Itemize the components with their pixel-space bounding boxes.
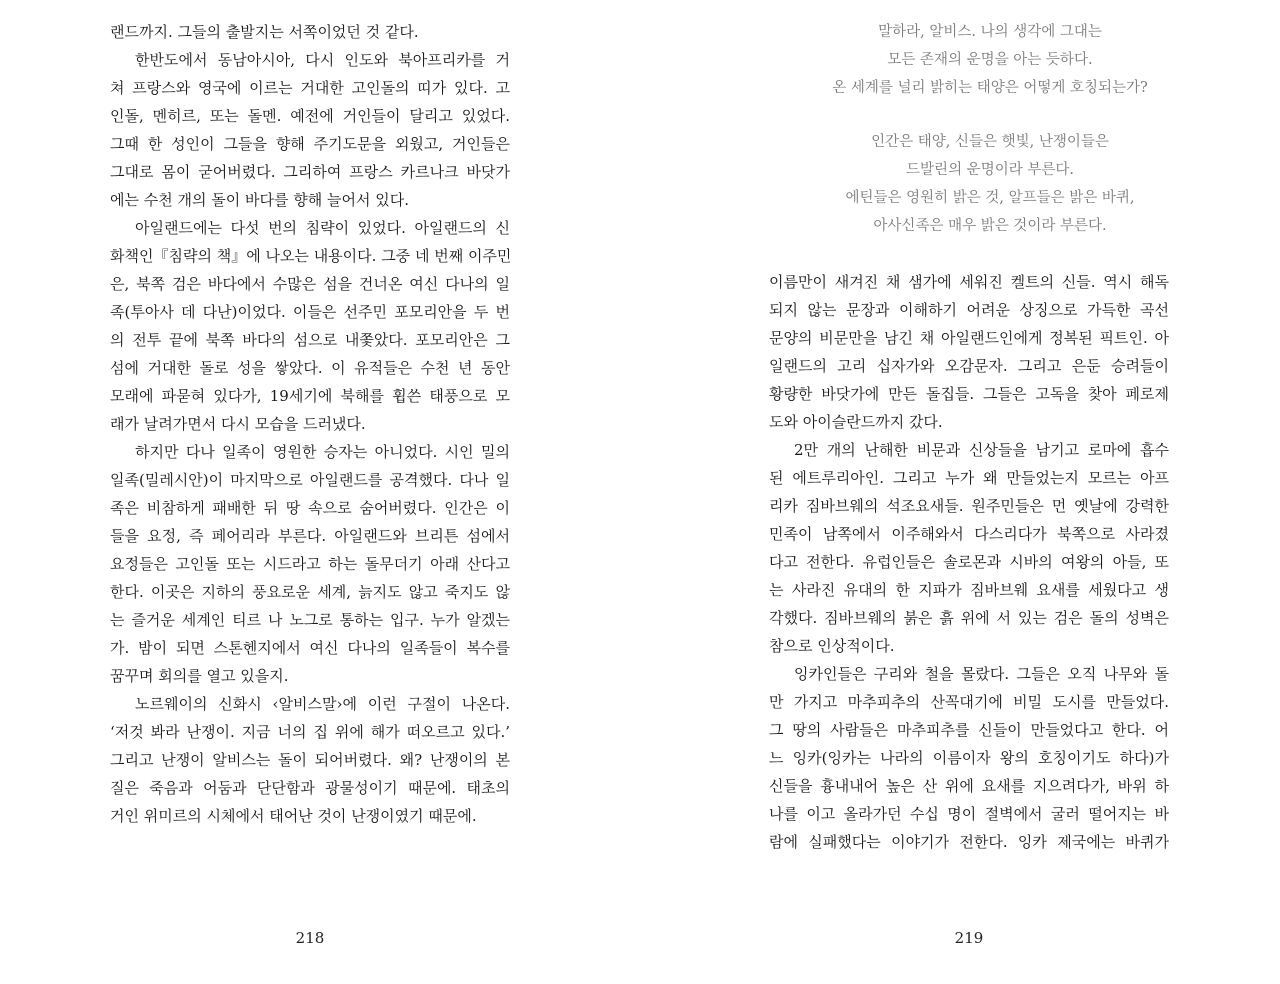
text-line: 한다. 이곳은 지하의 풍요로운 세계, 늙지도 않고 죽지도 않 — [110, 583, 510, 601]
text-line: 꿈꾸며 회의를 열고 있을지. — [110, 667, 289, 685]
text-line: 화책인『침략의 책』에 나오는 내용이다. 그중 네 번째 이주민 — [110, 247, 512, 265]
text-line: 하지만 다나 일족이 영원한 승자는 아니었다. 시인 밀의 — [135, 443, 510, 461]
poem-line: 모든 존재의 운명을 아는 듯하다. — [887, 52, 1093, 68]
text-line: 에는 수천 개의 돌이 바다를 향해 늘어서 있다. — [110, 191, 409, 209]
text-line: 섬에 거대한 돌로 성을 쌓았다. 이 유적들은 수천 년 동안 — [110, 359, 510, 377]
text-line: 리카 짐바브웨의 석조요새들. 원주민들은 먼 옛날에 강력한 — [769, 497, 1169, 515]
text-line: 참으로 인상적이다. — [769, 637, 895, 655]
text-line: 들을 요정, 즉 페어리라 부른다. 아일랜드와 브리튼 섬에서 — [110, 527, 510, 545]
text-line: 느 잉카(잉카는 나라의 이름이자 왕의 호칭이기도 하다)가 — [769, 749, 1169, 767]
text-line: 나를 이고 올라가던 수십 명이 절벽에서 굴러 떨어지는 바 — [769, 805, 1169, 823]
text-line: 의 전투 끝에 북쪽 바다의 섬으로 내쫓았다. 포모리안은 그 — [110, 331, 510, 349]
text-line: ‘저것 봐라 난쟁이. 지금 너의 집 위에 해가 떠오르고 있다.’ — [110, 723, 510, 741]
poem-line: 온 세계를 널리 밝히는 태양은 어떻게 호칭되는가? — [832, 80, 1148, 96]
page-number: 219 — [954, 929, 984, 947]
text-line: 가. 밤이 되면 스톤헨지에서 여신 다나의 일족들이 복수를 — [110, 639, 510, 657]
poem-line: 인간은 태양, 신들은 햇빛, 난쟁이들은 — [871, 134, 1109, 150]
text-line: 그대로 몸이 굳어버렸다. 그리하여 프랑스 카르나크 바닷가 — [110, 163, 510, 181]
page-number: 218 — [295, 929, 325, 947]
text-line: 도와 아이슬란드까지 갔다. — [769, 413, 943, 431]
text-line: 랜드까지. 그들의 출발지는 서쪽이었던 것 같다. — [110, 23, 419, 41]
text-line: 신들을 흉내내어 높은 산 위에 요새를 지으려다가, 바위 하 — [769, 777, 1169, 795]
right-page — [640, 0, 1280, 984]
poem-line: 아사신족은 매우 밝은 것이라 부른다. — [873, 218, 1107, 234]
text-line: 노르웨이의 신화시 ‹알비스말›에 이런 구절이 나온다. — [135, 695, 510, 713]
text-line: 쳐 프랑스와 영국에 이르는 거대한 고인돌의 띠가 있다. 고 — [110, 79, 510, 97]
poem-line: 드발린의 운명이라 부른다. — [906, 162, 1074, 178]
text-line: 그 땅의 사람들은 마추피추를 신들이 만들었다고 한다. 어 — [769, 721, 1169, 739]
text-line: 그리고 난쟁이 알비스는 돌이 되어버렸다. 왜? 난쟁이의 본 — [110, 751, 510, 769]
text-line: 모래에 파묻혀 있다가, 19세기에 북해를 휩쓴 태풍으로 모 — [110, 387, 510, 405]
text-line: 일랜드의 고리 십자가와 오감문자. 그리고 은둔 승려들이 — [769, 357, 1169, 375]
text-line: 족은 비참하게 패배한 뒤 땅 속으로 숨어버렸다. 인간은 이 — [110, 499, 510, 517]
text-line: 일족(밀레시안)이 마지막으로 아일랜드를 공격했다. 다나 일 — [110, 471, 510, 489]
text-line: 황량한 바닷가에 만든 돌집들. 그들은 고독을 찾아 페로제 — [769, 385, 1169, 403]
text-line: 다고 전한다. 유럽인들은 솔로몬과 시바의 여왕의 아들, 또 — [769, 553, 1169, 571]
text-line: 아일랜드에는 다섯 번의 침략이 있었다. 아일랜드의 신 — [135, 219, 510, 237]
text-line: 되지 않는 문장과 이해하기 어려운 상징으로 가득한 곡선 — [769, 301, 1169, 319]
text-line: 람에 실패했다는 이야기가 전한다. 잉카 제국에는 바퀴가 — [769, 833, 1169, 851]
text-line: 잉카인들은 구리와 철을 몰랐다. 그들은 오직 나무와 돌 — [794, 665, 1169, 683]
text-line: 질은 죽음과 어둠과 단단함과 광물성이기 때문에. 태초의 — [110, 779, 510, 797]
text-line: 각했다. 짐바브웨의 붉은 흙 위에 서 있는 검은 돌의 성벽은 — [769, 609, 1169, 627]
text-line: 그때 한 성인이 그들을 향해 주기도문을 외웠고, 거인들은 — [110, 135, 510, 153]
poem-line: 에틴들은 영원히 밝은 것, 알프들은 밝은 바퀴, — [845, 190, 1135, 206]
text-line: 이름만이 새겨진 채 샘가에 세워진 켈트의 신들. 역시 해독 — [769, 273, 1169, 291]
text-line: 은, 북쪽 검은 바다에서 수많은 섬을 건너온 여신 다나의 일 — [110, 275, 510, 293]
text-line: 거인 위미르의 시체에서 태어난 것이 난쟁이였기 때문에. — [110, 807, 477, 825]
text-line: 래가 날려가면서 다시 모습을 드러냈다. — [110, 415, 366, 433]
text-line: 는 사라진 유대의 한 지파가 짐바브웨 요새를 세웠다고 생 — [769, 581, 1169, 599]
text-line: 민족이 남쪽에서 이주해와서 다스리다가 북쪽으로 사라졌 — [769, 525, 1169, 543]
text-line: 족(투아사 데 다난)이었다. 이들은 선주민 포모리안을 두 번 — [110, 303, 510, 321]
text-line: 요정들은 고인돌 또는 시드라고 하는 돌무더기 아래 산다고 — [110, 555, 510, 573]
text-line: 2만 개의 난해한 비문과 신상들을 남기고 로마에 흡수 — [794, 441, 1169, 459]
text-line: 문양의 비문만을 남긴 채 아일랜드인에게 정복된 픽트인. 아 — [769, 329, 1169, 347]
text-line: 한반도에서 동남아시아, 다시 인도와 북아프리카를 거 — [135, 51, 510, 69]
text-line: 인돌, 멘히르, 또는 돌멘. 예전에 거인들이 달리고 있었다. — [110, 107, 510, 125]
text-line: 만 가지고 마추피추의 산꼭대기에 비밀 도시를 만들었다. — [769, 693, 1169, 711]
text-line: 된 에트루리아인. 그리고 누가 왜 만들었는지 모르는 아프 — [769, 469, 1169, 487]
poem-line: 말하라, 알비스. 나의 생각에 그대는 — [878, 24, 1102, 40]
text-line: 는 즐거운 세계인 티르 나 노그로 통하는 입구. 누가 알겠는 — [110, 611, 510, 629]
